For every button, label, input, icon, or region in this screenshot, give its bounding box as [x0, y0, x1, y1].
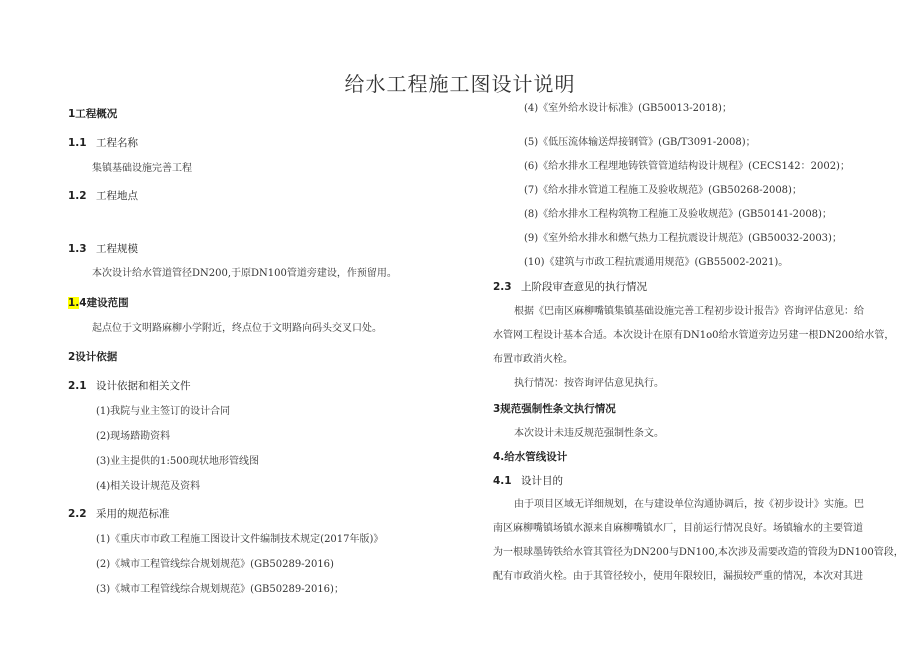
execution-text: 执行情况：按咨询评估意见执行。: [514, 378, 664, 389]
standard-item: (9)《室外给水排水和燃气热力工程抗震设计规范》(GB50032-2003)；: [524, 233, 842, 244]
section-number: 1.2: [68, 190, 87, 202]
highlight-mark: 1.: [68, 297, 80, 309]
section-title: 工程名称: [96, 137, 138, 149]
standard-item: (10)《建筑与市政工程抗震通用规范》(GB55002-2021)。: [524, 257, 789, 268]
section-title: 工程规模: [96, 243, 138, 255]
section-1-heading: 1工程概况: [68, 108, 118, 120]
review-text-line: 布置市政消火栓。: [493, 354, 573, 365]
section-1-4-heading: [68, 296, 129, 310]
basis-item: (3)业主提供的1:500现状地形管线图: [96, 456, 259, 467]
section-4-1-heading: [493, 474, 563, 488]
standard-item: (8)《给水排水工程构筑物工程施工及验收规范》(GB50141-2008)；: [524, 209, 832, 220]
section-title: 上阶段审查意见的执行情况: [521, 281, 647, 293]
section-2-2-heading: [68, 507, 170, 521]
section-title: 4建设范围: [79, 297, 129, 309]
standard-item: (1)《重庆市市政工程施工图设计文件编制技术规定(2017年版)》: [96, 534, 384, 545]
section-number: 2.2: [68, 508, 87, 520]
section-number: 1.3: [68, 243, 87, 255]
section-title: 设计依据和相关文件: [96, 380, 191, 392]
project-scale-text: 本次设计给水管道管径DN200,于原DN100管道旁建设，作预留用。: [92, 268, 397, 279]
standard-item: (6)《给水排水工程埋地铸铁管管道结构设计规程》(CECS142：2002)；: [524, 161, 850, 172]
section-title: 设计目的: [521, 475, 563, 487]
review-text-line: 水管网工程设计基本合适。本次设计在原有DN1o0给水管道旁边另建一根DN200给水管，: [493, 330, 895, 341]
section-4-heading: 4.给水管线设计: [493, 451, 568, 463]
basis-item: (2)现场踏勘资料: [96, 431, 171, 442]
section-3-heading: 3规范强制性条文执行情况: [493, 403, 616, 415]
section-2-3-heading: [493, 280, 647, 294]
purpose-text-line: 由于项目区域无详细规划，在与建设单位沟通协调后，按《初步设计》实施。巴: [514, 499, 864, 510]
mandatory-clause-text: 本次设计未违反规范强制性条文。: [514, 428, 664, 439]
standard-item: (2)《城市工程管线综合规划规范》(GB50289-2016): [96, 559, 334, 570]
standard-item: (5)《低压流体输送焊接钢管》(GB/T3091-2008)；: [524, 137, 756, 148]
standard-item: (3)《城市工程管线综合规划规范》(GB50289-2016)；: [96, 584, 344, 595]
standard-item: (7)《给水排水管道工程施工及验收规范》(GB50268-2008)；: [524, 185, 802, 196]
project-name-text: 集镇基础设施完善工程: [92, 163, 192, 174]
section-number: 4.1: [493, 475, 512, 487]
section-number: 2.1: [68, 380, 87, 392]
section-1-1-heading: [68, 136, 138, 150]
page-title: 给水工程施工图设计说明: [344, 72, 576, 96]
purpose-text-line: 配有市政消火栓。由于其管径较小，使用年限较旧，漏损较严重的情况，本次对其进: [493, 571, 863, 582]
basis-item: (4)相关设计规范及资料: [96, 481, 201, 492]
section-number: 2.3: [493, 281, 512, 293]
construction-scope-text: 起点位于文明路麻柳小学附近，终点位于文明路向码头交叉口处。: [92, 323, 382, 334]
purpose-text-line: 南区麻柳嘴镇场镇水源来自麻柳嘴镇水厂，目前运行情况良好。场镇输水的主要管道: [493, 523, 863, 534]
review-text-line: 根据《巴南区麻柳嘴镇集镇基础设施完善工程初步设计报告》咨询评估意见：给: [514, 306, 864, 317]
purpose-text-line: 为一根球墨铸铁给水管其管径为DN200与DN100,本次涉及需要改造的管段为DN100管段，: [493, 547, 904, 558]
section-title: 工程地点: [96, 190, 138, 202]
section-2-1-heading: [68, 379, 191, 393]
section-2-heading: 2设计依据: [68, 351, 118, 363]
standard-item: (4)《室外给水设计标准》(GB50013-2018)；: [524, 103, 732, 114]
section-number: 1.1: [68, 137, 87, 149]
section-title: 采用的规范标准: [96, 508, 170, 520]
section-1-2-heading: [68, 189, 138, 203]
basis-item: (1)我院与业主签订的设计合同: [96, 406, 231, 417]
section-1-3-heading: [68, 242, 138, 256]
